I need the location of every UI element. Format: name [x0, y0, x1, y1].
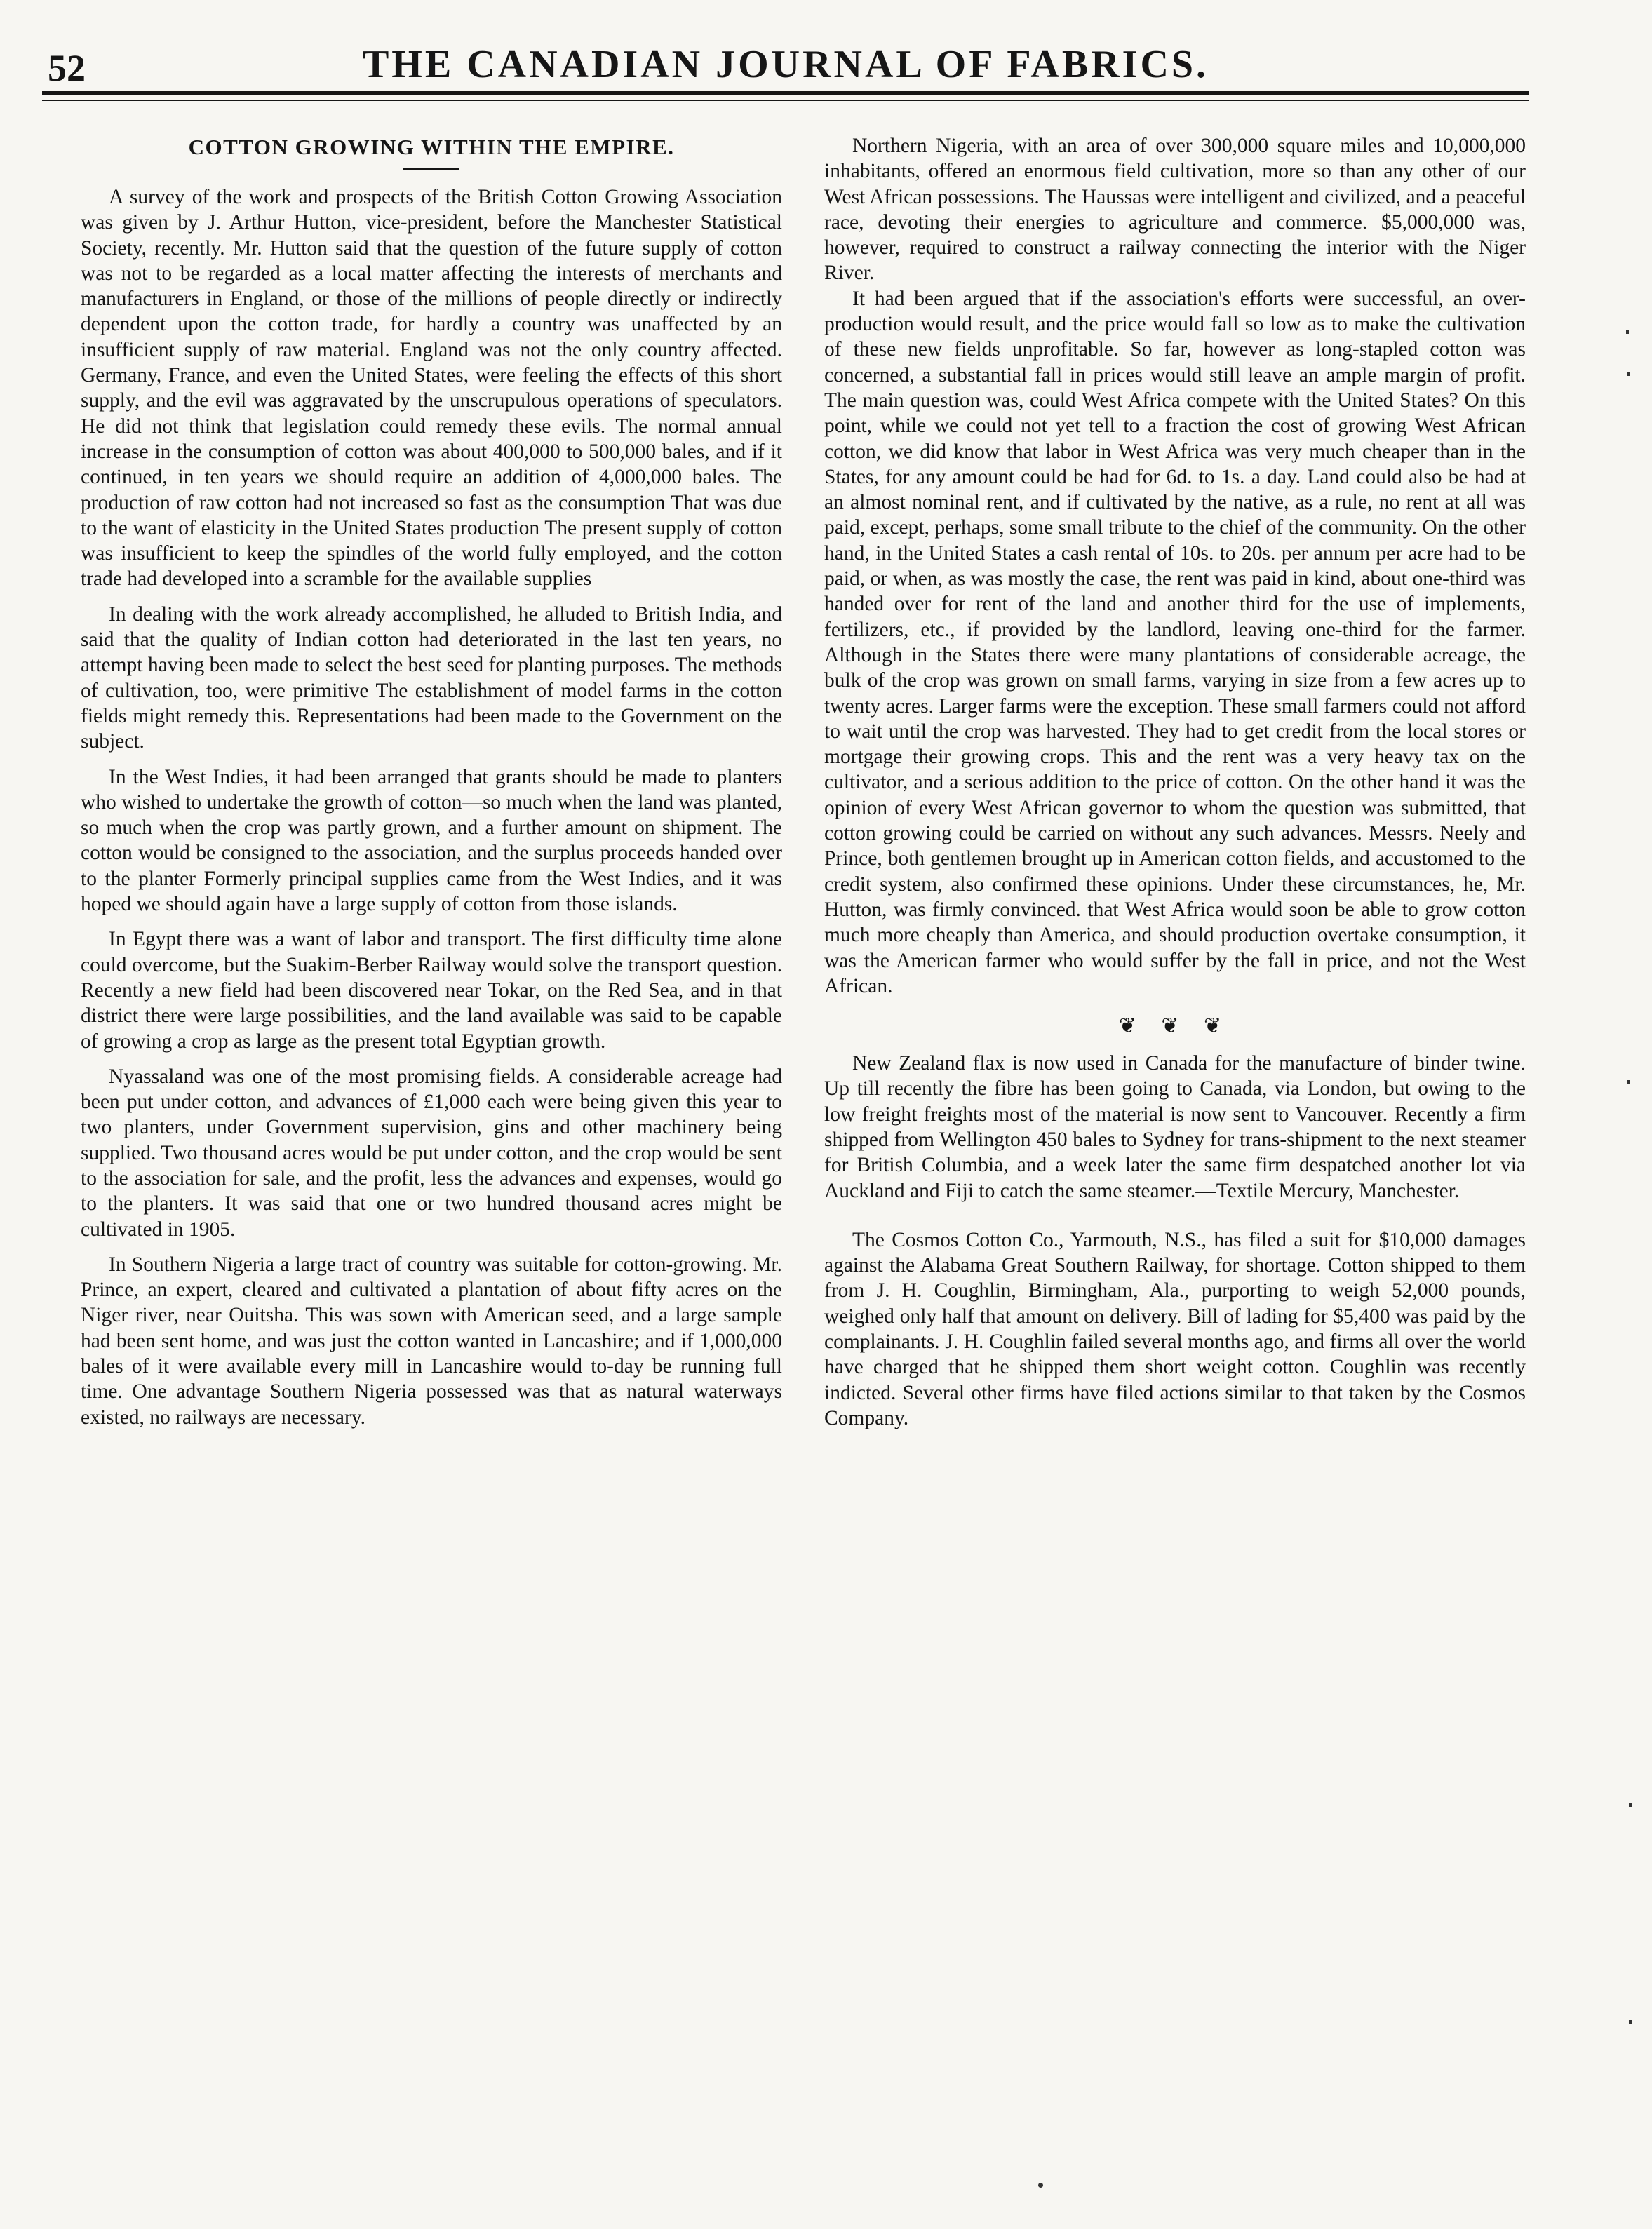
article-paragraph: In the West Indies, it had been arranged that grants should be made to planters who wished to undertake the growth of cotton—so much when the land was planted, so much when the crop was partly grown, and a further amount on shipment. The cotton would be consigned to the association, and the surplus proceeds handed over to the planter Formerly principal supplies came from the West Indies, and it was hoped we should again have a large supply of cotton from those islands. — [81, 765, 782, 916]
article-paragraph: A survey of the work and prospects of the British Cotton Growing Association was given by J. Arthur Hutton, vice-president, before the Manchester Statistical Society, recently. Mr. Hutton said that the question of the future supply of cotton was not to be regarded as a local matter affecting the interests of merchants and manufacturers in England, or those of the millions of people directly or indirectly dependent upon the cotton trade, for hardly a country was unaffected by an insufficient supply of raw material. England was not the only country affected. Germany, France, and even the United States, were feeling the effects of this short supply, and the evil was aggravated by the unscrupulous operations of speculators. He did not think that legislation could remedy these evils. The normal annual increase in the consumption of cotton was about 400,000 to 500,000 bales, and if it continued, in ten years we should require an addition of 4,000,000 bales. The production of raw cotton had not increased so fast as the consumption That was due to the want of elasticity in the United States production The present supply of cotton was insufficient to keep the spindles of the world fully employed, and the cotton trade had developed into a scramble for the available supplies — [81, 186, 782, 591]
margin-speck — [1629, 1803, 1632, 1807]
page-number: 52 — [48, 47, 86, 89]
margin-speck — [1629, 2020, 1632, 2024]
article-paragraph: Nyassaland was one of the most promising fields. A considerable acreage had been put under cotton, and advances of £1,000 each were being given this year to two planters, under Government supervision, gins and other machinery being supplied. Two thousand acres would be put under cotton, and the crop would be sent to the association for sale, and the profit, less the advances and expenses, would go to the planters. It was said that one or two hundred thousand acres might be cultivated in 1905. — [81, 1065, 782, 1241]
journal-title: THE CANADIAN JOURNAL OF FABRICS. — [362, 43, 1209, 86]
left-column — [81, 133, 782, 1430]
margin-speck — [1627, 372, 1630, 376]
article-title: COTTON GROWING WITHIN THE EMPIRE. — [188, 135, 675, 159]
article-paragraph: Northern Nigeria, with an area of over 300,000 square miles and 10,000,000 inhabitants, offered an enormous field cultivation, more so than any other of our West African possessions. The Haussas were intelligent and civilized, and a peaceful race, devoting their energies to agriculture and commerce. $5,000,000 was, however, required to construct a railway connecting the interior with the Niger River. — [824, 135, 1526, 285]
title-divider — [403, 168, 459, 170]
header-rule-thick — [42, 91, 1529, 95]
article-paragraph: In dealing with the work already accomplished, he alluded to British India, and said that the quality of Indian cotton had deteriorated in the last ten years, no attempt having been made to select the best seed for planting purposes. The methods of cultivation, too, were primitive The establishment of model farms in the cotton fields might remedy this. Representations had been made to the Government on the subject. — [81, 602, 782, 753]
article-paragraph: It had been argued that if the association's efforts were successful, an over-production would result, and the price would fall so low as to make the cultivation of these new fields unprofitable. So far, however as long-stapled cotton was concerned, a substantial fall in prices would still leave an ample margin of profit. The main question was, could West Africa compete with the United States? On this point, while we could not yet tell to a fraction the cost of growing West African cotton, we did know that labor in West Africa was very much cheaper than in the States, for any amount could be had for 6d. to 1s. a day. Land could also be had at an almost nominal rent, and if cultivated by the native, as a rule, no rent at all was paid, except, perhaps, some small tribute to the chief of the community. On the other hand, in the United States a cash rental of 10s. to 20s. per annum per acre had to be paid, or when, as was mostly the case, the rent was paid in kind, about one-third was handed over for rent of the land and another third for the use of implements, fertilizers, etc., if provided by the landlord, leaving one-third for the farmer. Although in the States there were many plantations of considerable acreage, the bulk of the crop was grown on small farms, varying in size from a few acres up to twenty acres. Larger farms were the exception. These small farmers could not afford to wait until the crop was harvested. They had to get credit from the local stores or mortgage their growing crops. This and the rent was a very heavy tax on the cultivator, and a serious addition to the price of cotton. On the other hand it was the opinion of every West African governor to whom the question was submitted, that cotton growing could be carried on without any such advances. Messrs. Neely and Prince, both gentlemen brought up in American cotton fields, and accustomed to the credit system, also confirmed these opinions. Under these circumstances, he, Mr. Hutton, was firmly convinced. that West Africa would soon be able to grow cotton much more cheaply than America, and should production overtake consumption, it was the American farmer who would suffer by the fall in price, and not the West African. — [824, 287, 1526, 997]
article-paragraph: In Egypt there was a want of labor and transport. The first difficulty time alone could overcome, but the Suakim-Berber Railway would solve the transport question. Recently a new field had been discovered near Tokar, on the Red Sea, and in that district there were large possibilities, and the land available was said to be capable of growing a crop as large as the present total Egyptian growth. — [81, 928, 782, 1053]
news-item: The Cosmos Cotton Co., Yarmouth, N.S., has filed a suit for $10,000 damages against the Alabama Great Southern Railway, for shortage. Cotton shipped to them from J. H. Coughlin, Birmingham, Ala., purporting to weigh 52,000 pounds, weighed only half that amount on delivery. Bill of lading for $5,400 was paid by the complainants. J. H. Coughlin failed several months ago, and firms all over the world have charged that he shipped them short weight cotton. Coughlin was recently indicted. Several other firms have filed actions similar to that taken by the Cosmos Company. — [824, 1228, 1526, 1429]
right-column — [824, 133, 1526, 1431]
margin-speck — [1626, 330, 1629, 334]
header-rule-thin — [42, 100, 1529, 101]
news-item: New Zealand flax is now used in Canada for the manufacture of binder twine. Up till recently the fibre has been going to Canada, via London, but owing to the low freight freights most of the material is now sent to Vancouver. Recently a firm shipped from Wellington 450 bales to Sydney for trans-shipment to the next steamer for British Columbia, and a week later the same firm despatched another lot via Auckland and Fiji to catch the same steamer.—Textile Mercury, Manchester. — [824, 1052, 1526, 1202]
margin-speck — [1627, 1080, 1630, 1084]
article-paragraph: In Southern Nigeria a large tract of country was suitable for cotton-growing. Mr. Prince, an expert, cleared and cultivated a plantation of about fifty acres on the Niger river, near Ouitsha. This was sown with American seed, and a large sample had been sent home, and was just the cotton wanted in Lancashire; and if 1,000,000 bales of it were available every mill in Lancashire would to-day be running full time. One advantage Southern Nigeria possessed was that as natural waterways existed, no railways are necessary. — [81, 1253, 782, 1429]
page-header — [42, 21, 1529, 98]
section-ornament: ❦ ❦ ❦ — [1118, 1014, 1232, 1038]
page-speck — [1038, 2183, 1043, 2188]
item-spacer — [824, 1204, 1526, 1227]
